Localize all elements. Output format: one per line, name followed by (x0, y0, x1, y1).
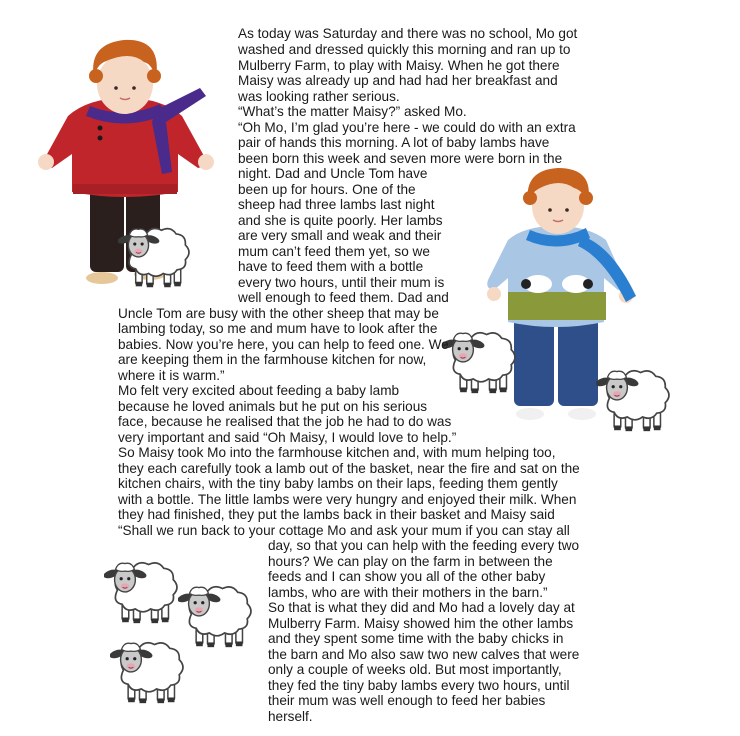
story-line: night. Dad and Uncle Tom have (238, 166, 428, 181)
story-line: and they spent some time with the baby chicks in (268, 631, 564, 646)
story-line: they had finished, they put the lambs back in their basket and Maisy said (118, 507, 555, 522)
lamb-icon (596, 364, 672, 434)
story-line: “What’s the matter Maisy?” asked Mo. (238, 104, 467, 119)
story-line: with a bottle. The little lambs were very hungry and enjoyed their milk. When (118, 492, 577, 507)
story-line: washed and dressed quickly this morning and ran up to (238, 42, 571, 57)
story-line: Maisy was already up and had had her breakfast and (238, 73, 558, 88)
story-line: they each carefully took a lamb out of the basket, near the fire and sat on the (118, 461, 580, 476)
story-line: mum can’t feed them yet, so we (238, 244, 430, 259)
story-line: because he loved animals but he put on his serious (118, 399, 428, 414)
story-line: face, because he realised that the job he had to do was (118, 414, 452, 429)
story-line: So that is what they did and Mo had a lovely day at (268, 600, 575, 615)
lamb-icon (110, 636, 186, 706)
story-line: As today was Saturday and there was no school, Mo got (238, 26, 578, 41)
story-line: their mum was well enough to feed her babies (268, 693, 546, 708)
story-line: have to feed them with a bottle (238, 259, 424, 274)
story-line: So Maisy took Mo into the farmhouse kitchen and, with mum helping too, (118, 445, 556, 460)
story-line: been born this week and seven more were born in the (238, 151, 563, 166)
story-line: been up for hours. One of the (238, 182, 416, 197)
story-line: the barn and Mo also saw two new calves that were (268, 647, 580, 662)
story-line: and she is quite poorly. Her lambs (238, 213, 443, 228)
story-line: every two hours, until their mum is (238, 275, 445, 290)
story-line: sheep had three lambs last night (238, 197, 435, 212)
story-line: are keeping them in the farmhouse kitchen for now, (118, 352, 427, 367)
story-line: only a couple of weeks old. But most importantly, (268, 662, 562, 677)
lamb-icon (178, 580, 254, 650)
story-line: lambing today, so me and mum have to look after the (118, 321, 438, 336)
story-line: was looking rather serious. (238, 89, 400, 104)
story-line: Mulberry Farm. Maisy showed him the other lambs (268, 616, 574, 631)
story-line: well enough to feed them. Dad and (238, 290, 449, 305)
story-line: feeds and I can show you all of the other baby (268, 569, 546, 584)
story-line: “Shall we run back to your cottage Mo and ask your mum if you can stay all (118, 523, 570, 538)
story-line: very important and said “Oh Maisy, I would love to help.” (118, 430, 457, 445)
lamb-icon (118, 222, 192, 290)
story-line: herself. (268, 709, 313, 724)
story-line: where it is warm.” (118, 368, 225, 383)
story-line: Uncle Tom are busy with the other sheep that may be (118, 306, 439, 321)
story-line: are very small and weak and their (238, 228, 442, 243)
story-line: “Oh Mo, I’m glad you’re here - we could do with an extra (238, 120, 576, 135)
story-line: day, so that you can help with the feeding every two (268, 538, 580, 553)
lamb-icon (442, 326, 518, 396)
story-line: hours? We can play on the farm in between the (268, 554, 553, 569)
story-line: they fed the tiny baby lambs every two hours, until (268, 678, 570, 693)
story-line: Mulberry Farm, to play with Maisy. When he got there (238, 58, 560, 73)
lamb-icon (104, 556, 180, 626)
story-line: babies. Now you’re here, you can help to feed one. We (118, 337, 449, 352)
story-line: pair of hands this morning. A lot of baby lambs have (238, 135, 550, 150)
story-line: kitchen chairs, with the tiny baby lambs on their laps, feeding them gently (118, 476, 558, 491)
story-line: Mo felt very excited about feeding a baby lamb (118, 383, 400, 398)
story-line: lambs, who are with their mothers in the barn.” (268, 585, 548, 600)
